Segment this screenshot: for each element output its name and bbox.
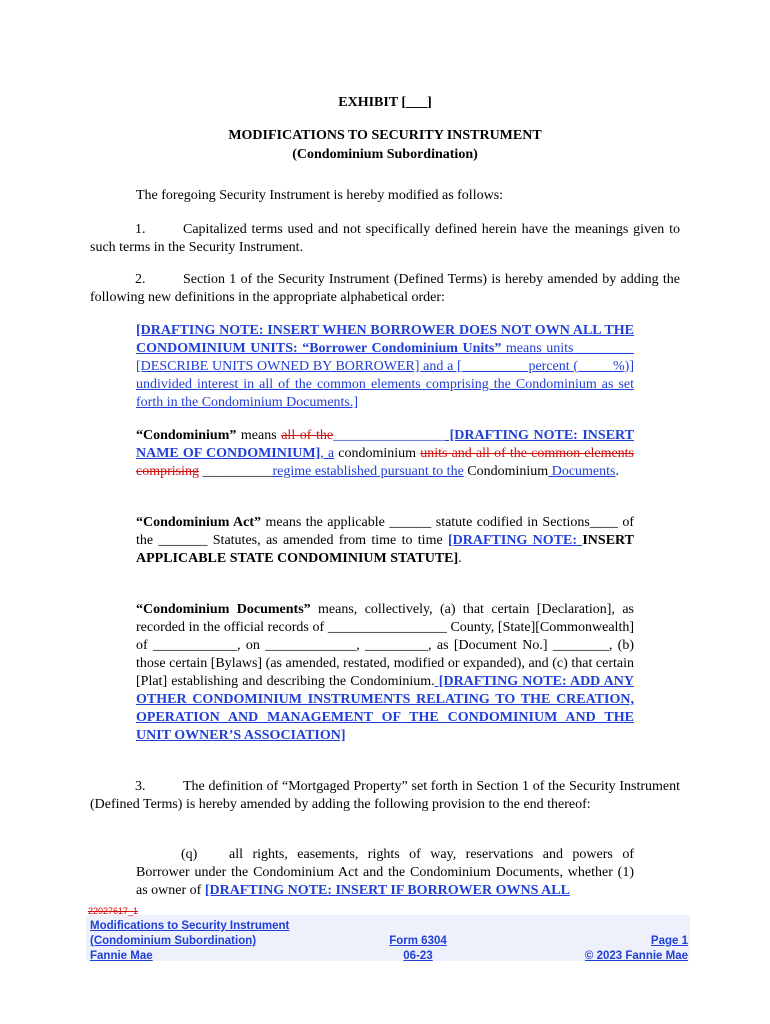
condo-act-statute: INSERT APPLICABLE STATE CONDOMINIUM STATUTE] (136, 533, 634, 566)
inserted-text-3: Documents (548, 464, 616, 479)
condominium-end: . (615, 464, 619, 479)
paragraph-1 (90, 221, 680, 257)
definition-borrower-condominium-units (136, 322, 634, 412)
page-footer (88, 906, 688, 962)
document-number: 22027617_1 (88, 906, 139, 916)
paragraph-q-label: (q) (181, 847, 198, 862)
document-title: MODIFICATIONS TO SECURITY INSTRUMENT (228, 128, 542, 143)
intro-paragraph: The foregoing Security Instrument is hereby modified as follows: (136, 188, 504, 203)
drafting-note-borrower-units: [DRAFTING NOTE: INSERT WHEN BORROWER DOES NOT OWN ALL THE CONDOMINIUM UNITS: “Borrower Condominium Units” (136, 323, 634, 356)
paragraph-2 (90, 271, 680, 307)
condominium-act-text: means the applicable ______ statute codified in Sections____ of the _______ Statutes, as amended from time to time (136, 515, 634, 548)
definition-condominium (136, 427, 634, 481)
paragraph-1-number: 1. (135, 222, 146, 237)
drafting-note-condominium-name: [DRAFTING NOTE: INSERT NAME OF CONDOMINIUM] (136, 428, 634, 461)
footer-page-info (585, 934, 688, 964)
definition-condominium-documents (136, 601, 634, 745)
inserted-text-1: , a (320, 446, 335, 461)
footer-form-line-1: Form 6304 (389, 935, 447, 947)
footer-left-line-2: (Condominium Subordination) (90, 935, 257, 947)
document-subtitle: (Condominium Subordination) (292, 147, 478, 162)
footer-form-title (90, 919, 289, 964)
footer-left-line-3: Fannie Mae (90, 950, 153, 962)
paragraph-q (136, 846, 634, 900)
term-condominium: “Condominium” (136, 428, 237, 443)
term-condominium-act: “Condominium Act” (136, 515, 262, 530)
deleted-text-1: all of the (281, 428, 334, 443)
exhibit-heading: EXHIBIT [___] (338, 95, 432, 110)
footer-form-line-2: 06-23 (403, 950, 433, 962)
paragraph-3 (90, 778, 680, 814)
footer-form-number (368, 934, 468, 964)
paragraph-2-number: 2. (135, 272, 146, 287)
paragraph-1-text: Capitalized terms used and not specifically defined herein have the meanings given to such terms in the Security Instrument. (90, 222, 680, 255)
footer-copyright: © 2023 Fannie Mae (584, 950, 688, 962)
paragraph-q-text: all rights, easements, rights of way, reservations and powers of Borrower under the Condominium Act and the Condominium Documents, whether (1) as owner of (136, 847, 634, 898)
drafting-note-condo-act: [DRAFTING NOTE: (448, 533, 583, 548)
paragraph-3-number: 3. (135, 779, 146, 794)
inserted-text-2: regime established pursuant to the (272, 464, 464, 479)
deleted-text-2: units and all of the common elements comprising (136, 446, 635, 479)
paragraph-2-text: Section 1 of the Security Instrument (Defined Terms) is hereby amended by adding the following new definitions in the appropriate alphabetical order: (90, 272, 680, 305)
paragraph-3-text: The definition of “Mortgaged Property” set forth in Section 1 of the Security Instrument (Defined Terms) is hereby amended by adding the following provision to the end thereof: (90, 779, 680, 812)
drafting-note-owns-all: [DRAFTING NOTE: INSERT IF BORROWER OWNS ALL (204, 883, 570, 898)
blank-1: ________________ (333, 428, 446, 443)
definition-condominium-act (136, 514, 634, 568)
drafting-note-condo-documents: [DRAFTING NOTE: ADD ANY OTHER CONDOMINIUM INSTRUMENTS RELATING TO THE CREATION, OPERATION AND MANAGEMENT OF THE CONDOMINIUM AND THE UNIT OWNER’S ASSOCIATION] (136, 674, 634, 743)
blank-2: __________ (199, 464, 273, 479)
condo-act-end: . (458, 551, 462, 566)
condominium-means: means (236, 428, 282, 443)
borrower-units-text: means units ________ [DESCRIBE UNITS OWNED BY BORROWER] and a [_________ percent (_____%)] undivided interest in all of the common elements comprising the Condominium as set forth in the Condominium Documents.] (136, 341, 634, 410)
footer-left-line-1: Modifications to Security Instrument (90, 920, 290, 932)
term-condominium-documents: “Condominium Documents” (136, 602, 311, 617)
condominium-text-2: Condominium (463, 464, 549, 479)
condominium-text-1: condominium (334, 446, 421, 461)
footer-page-number: Page 1 (650, 935, 688, 947)
condominium-documents-text: means, collectively, (a) that certain [Declaration], as recorded in the official records of _________________ County, [State][Commonwealth] of ____________, on _____________, _________, as [Document No.] ________, (b) those certain [Bylaws] (as amended, restated, modified or expanded), and (c) that certain [Plat] establishing and describing the Condominium. (136, 602, 634, 689)
